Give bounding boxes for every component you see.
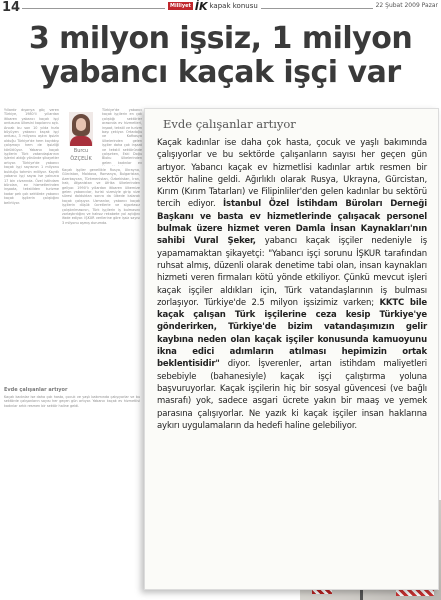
body-column-2 bbox=[62, 168, 140, 386]
author-last-name: ÖZÇELİK bbox=[70, 156, 92, 162]
headline-line-2: yabancı kaçak işçi var bbox=[40, 55, 401, 90]
supplement-logo: İK bbox=[194, 0, 208, 13]
newspaper-logo: Milliyet bbox=[170, 3, 191, 9]
author-photo bbox=[69, 112, 93, 146]
section-name: kapak konusu bbox=[209, 2, 258, 10]
sidebar-bold-text: İstanbul Özel İstihdam Büroları Derneği Başkanı ve basta ev hizmetlerinde çalışacak personel bulmak üzere hizmet veren Damla İnsan Kaynakları'nın sahibi Vural Şeker, bbox=[157, 199, 427, 247]
sidebar-bold-text: KKTC bile kaçak çalışan Türk işçilerine ceza kesip Türkiye'ye gönderirken, Türkiye'de bizim vatandaşımızın gelir kaybına neden olan kaçak işçiler konusunda kamuoyunu ikna edici adımların atılması hepimizin ortak beklentisidir" bbox=[157, 297, 427, 370]
body-column-3 bbox=[102, 108, 142, 166]
sidebar-title: Evde çalışanlar artıyor bbox=[159, 117, 300, 131]
sidebar-text: Kaçak kadınlar ise daha çok hasta, çocuk ve yaşlı bakımında çalışıyorlar ve bu sektörde çalışanların sayısı her geçen gün artıyor. Yabancı kaçak ev hizmetlisi kadınlar artık resmen bir sektör haline geldi. Ağırlıklı olarak Rusya, Ukrayna, Gürcistan, Kırım (Kırım Tatarları) ve Filipinliler'den gelen kadınlar bu sektörü tercih ediyor. bbox=[157, 138, 427, 210]
sidebar-body bbox=[157, 137, 427, 432]
sidebar-text: diyor. İşverenler, artan istihdam maliyetleri sebebiyle (bahanesiyle) kaçak işçi çalıştırma yoluna başvuruyorlar. Kaçak işçilerin hiç bir sosyal güvencesi (ve bağlı masrafı) yok, sadece asgari ücrete yakın bir maaş ve yemek parasına çalışıyorlar. Ne yazık ki kaçak işçiler insan haklarına aykırı uygulamaların da hedefi haline gelebiliyor. bbox=[157, 359, 427, 431]
page-header bbox=[0, 0, 441, 14]
body-paragraph: Türkiye'de yabancı kaçak işçilerin en çok çalıştığı sektörler arasında ev hizmetleri, inşaat, tekstil ve turizm başı çekiyor. Ortadoğu ve Kafkasya ülkelerinden gelen işçiler daha çok inşaat ve tekstil sektöründe çalışırken, Eski Doğu Bloku ülkelerinden gelen kadınlar ev bbox=[102, 108, 142, 165]
author-first-name: Burcu bbox=[73, 148, 89, 154]
left-subheading: Evde çalışanlar artıyor bbox=[4, 387, 68, 393]
zoomed-sidebar-box bbox=[144, 108, 439, 590]
body-paragraph: Yıllardır dışarıya göç veren Türkiye, 1980'li yıllardan itibaren yabancı kaçak işçi ordusuna ülkesini kapılarını açtı. Ancak bu son 10 yılda hızla büyüyen yabancı kaçak işçi ordusu, 3 milyonu aşkın işsizin olduğu Türkiye'de hem kayıtdışı çalışmayı hem de işsizliği körüklüyor. Yabancı kaçak işçilerin Türk vatandaşlarının işlerini aldığı yönünde şikayetler artıyor. Türkiye'de yabancı kaçak işçi sayısının 1 milyonu bulduğu tahmin ediliyor. Kayıtlı yabancı işçi sayısı ise yalnızca 17 bin civarında. Özel istihdam büroları, ev hizmetlerinden inşaata, tekstilden turizme kadar pek çok sektörde yabancı kaçak işçilerin çalıştığını belirtiyor. bbox=[4, 108, 59, 205]
body-paragraph: Kaçak işçiler genellikle Rusya, Ukrayna, Gürcistan, Moldova, Romanya, Bulgaristan, Azerbaycan, Türkmenistan, Özbekistan, İran, Irak, Afganistan ve Afrika ülkelerinden geliyor. 1990'lı yıllardan itibaren ülkemize gelen yabancılar, turist vizesiyle girip vize süresi dolduktan sonra da ülkede kalarak kaçak çalışıyor. Uzmanlar, yabancı kaçak işçilerin düşük ücretlerle ve sigortasız çalıştırılmasının, Türk işçilerin iş bulmasını zorlaştırdığını ve haksız rekabete yol açtığını ifade ediyor. İŞKUR verilerine göre işsiz sayısı 3 milyonu aşmış durumda. bbox=[62, 168, 140, 225]
body-column-4 bbox=[4, 395, 140, 595]
section-brand bbox=[165, 0, 261, 12]
headline-line-1: 3 milyon işsiz, 1 milyon bbox=[28, 21, 413, 56]
body-paragraph: Kaçak kadınlar ise daha çok hasta, çocuk ve yaşlı bakımında çalışıyorlar ve bu sektörde çalışanların sayısı her geçen gün artıyor. Yabancı kaçak ev hizmetlisi kadınlar artık resmen bir sektör haline geldi. bbox=[4, 395, 140, 408]
issue-date: 22 Şubat 2009 Pazar bbox=[373, 2, 438, 9]
author-box bbox=[62, 112, 100, 162]
sidebar-text: yabancı kaçak işçiler nedeniyle iş yapamamaktan şikayetçi: "Yabancı işçi sorunu İŞKUR tarafından ruhsat almış, düzenli olarak denetime tabi olan, insan kaynakları hizmeti veren firmaları kötü yönde etkiliyor. Çünkü mevcut işleri kaçak işçiler aldıkları için, Türk vatandaşlarının iş bulması zorlaşıyor. Türkiye'de 2.5 milyon işsizimiz varken; bbox=[157, 236, 428, 308]
article-headline bbox=[0, 22, 441, 90]
body-column-1 bbox=[4, 108, 59, 386]
page-number: 14 bbox=[2, 0, 21, 15]
